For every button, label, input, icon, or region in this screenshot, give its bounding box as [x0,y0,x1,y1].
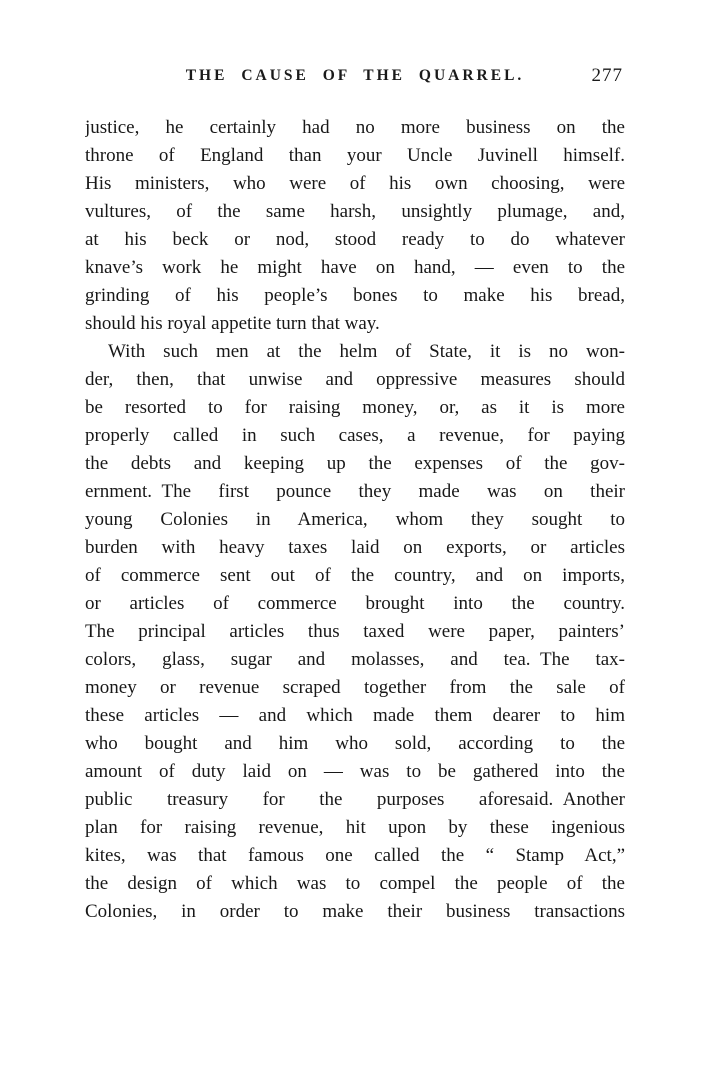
text-line: amount of duty laid on — was to be gathered into the [85,761,625,782]
paragraph [85,338,625,926]
paragraph [85,114,625,338]
text-line: His ministers, who were of his own choosing, were [85,173,625,194]
text-line: money or revenue scraped together from the sale of [85,677,625,698]
text-line: these articles — and which made them dearer to him [85,705,625,726]
text-line: der, then, that unwise and oppressive measures should [85,369,625,390]
text-line: or articles of commerce brought into the country. [85,593,625,614]
text-line: kites, was that famous one called the “ Stamp Act,” [85,845,625,866]
text-line: burden with heavy taxes laid on exports, or articles [85,537,625,558]
text-line: who bought and him who sold, according to the [85,733,625,754]
text-line: of commerce sent out of the country, and on imports, [85,565,625,586]
text-line: ernment. The first pounce they made was on their [85,481,625,502]
text-line: colors, glass, sugar and molasses, and tea. The tax- [85,649,625,670]
running-title: THE CAUSE OF THE QUARREL. [185,67,525,84]
text-line: at his beck or nod, stood ready to do whatever [85,229,625,250]
text-line: should his royal appetite turn that way. [85,313,380,334]
text-line: throne of England than your Uncle Juvinell himself. [85,145,625,166]
text-line: justice, he certainly had no more business on the [85,117,625,138]
text-line: the debts and keeping up the expenses of the gov- [85,453,625,474]
text-line: the design of which was to compel the people of the [85,873,625,894]
page-body [85,114,625,926]
text-line: knave’s work he might have on hand, — even to the [85,257,625,278]
text-line: be resorted to for raising money, or, as it is more [85,397,625,418]
text-line: With such men at the helm of State, it is no won- [108,341,625,362]
text-line: Colonies, in order to make their business transactions [85,901,625,922]
text-line: public treasury for the purposes aforesaid. Another [85,789,625,810]
text-column [85,64,625,926]
text-line: plan for raising revenue, hit upon by these ingenious [85,817,625,838]
running-head [85,64,625,88]
text-line: The principal articles thus taxed were paper, painters’ [85,621,625,642]
text-line: vultures, of the same harsh, unsightly plumage, and, [85,201,625,222]
page-number: 277 [591,65,623,86]
text-line: young Colonies in America, whom they sought to [85,509,625,530]
text-line: properly called in such cases, a revenue, for paying [85,425,625,446]
text-line: grinding of his people’s bones to make his bread, [85,285,625,306]
